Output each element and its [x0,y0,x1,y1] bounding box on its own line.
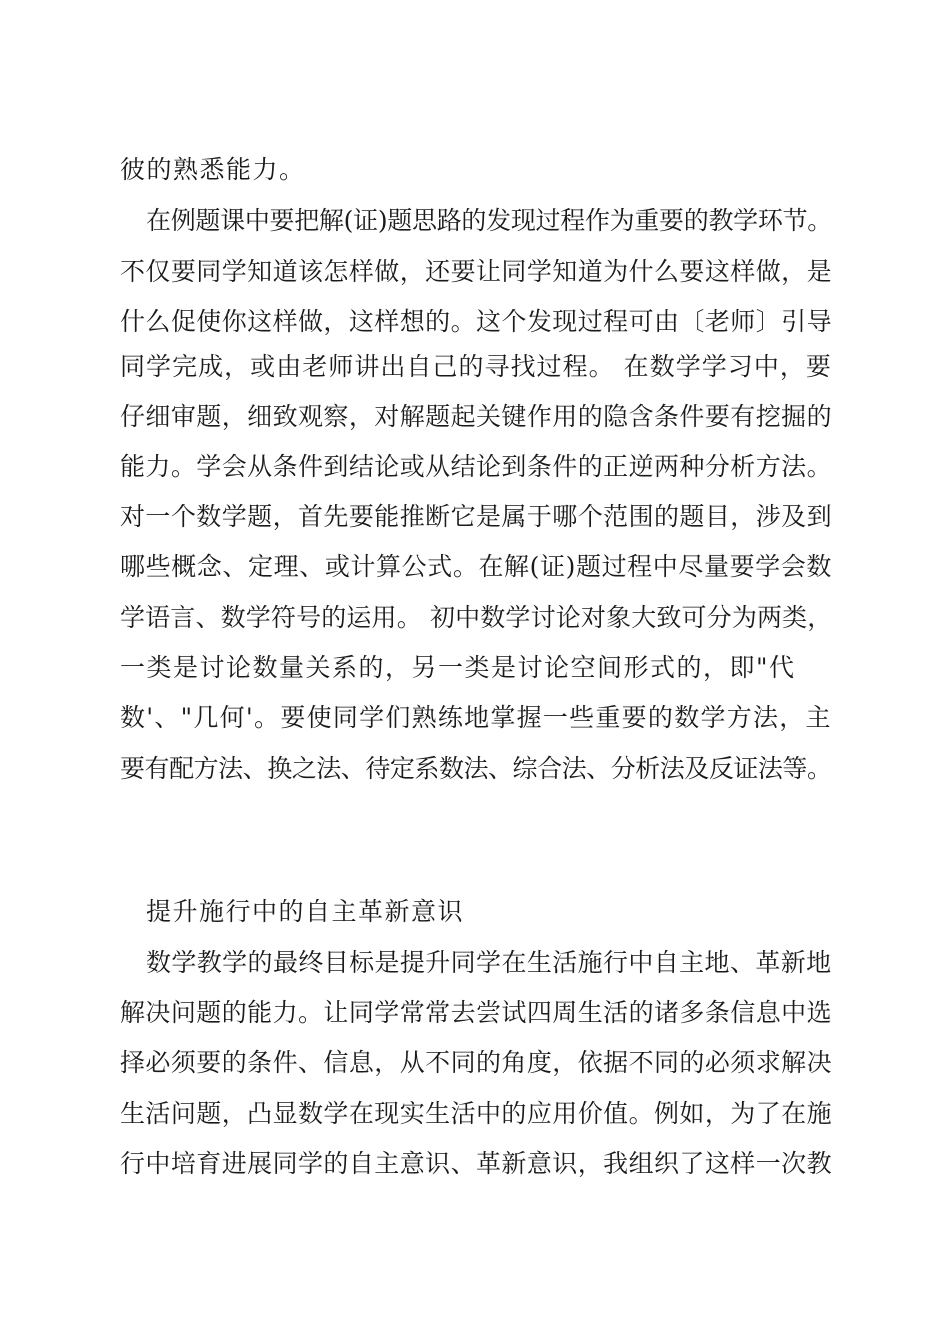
text-line-16: 解决问题的能力。让同学常常去尝试四周生活的诸多条信息中选 [120,998,833,1027]
text-line-12: 数'、"几何'。要使同学们熟练地掌握一些重要的数学方法，主 [120,703,832,732]
text-line-11: 一类是讨论数量关系的，另一类是讨论空间形式的，即"代 [120,653,796,682]
section-heading: 提升施行中的自主革新意识 [146,897,465,926]
text-line-2: 在例题课中要把解(证)题思路的发现过程作为重要的教学环节。 [146,206,833,235]
text-line-7: 能力。学会从条件到结论或从结论到条件的正逆两种分析方法。 [120,452,833,481]
text-line-15: 数学教学的最终目标是提升同学在生活施行中自主地、革新地 [146,948,832,977]
text-line-3: 不仅要同学知道该怎样做，还要让同学知道为什么要这样做，是 [120,257,833,286]
text-line-18: 生活问题，凸显数学在现实生活中的应用价值。例如，为了在施 [120,1099,833,1128]
text-line-6: 仔细审题，细致观察，对解题起关键作用的隐含条件要有挖掘的 [120,402,833,431]
text-line-4: 什么促使你这样做，这样想的。这个发现过程可由〔老师〕引导 [120,307,833,336]
text-line-19: 行中培育进展同学的自主意识、革新意识，我组织了这样一次教 [120,1149,833,1178]
text-line-9: 哪些概念、定理、或计算公式。在解(证)题过程中尽量要学会数 [120,552,833,581]
text-line-10: 学语言、数学符号的运用。 初中数学讨论对象大致可分为两类， [120,603,833,632]
text-line-8: 对一个数学题，首先要能推断它是属于哪个范围的题目，涉及到 [120,502,833,531]
text-line-1: 彼的熟悉能力。 [120,155,306,184]
text-line-5: 同学完成，或由老师讲出自己的寻找过程。 在数学学习中，要 [120,352,832,381]
text-line-13: 要有配方法、换之法、待定系数法、综合法、分析法及反证法等。 [120,754,832,783]
text-line-17: 择必须要的条件、信息，从不同的角度，依据不同的必须求解决 [120,1048,833,1077]
